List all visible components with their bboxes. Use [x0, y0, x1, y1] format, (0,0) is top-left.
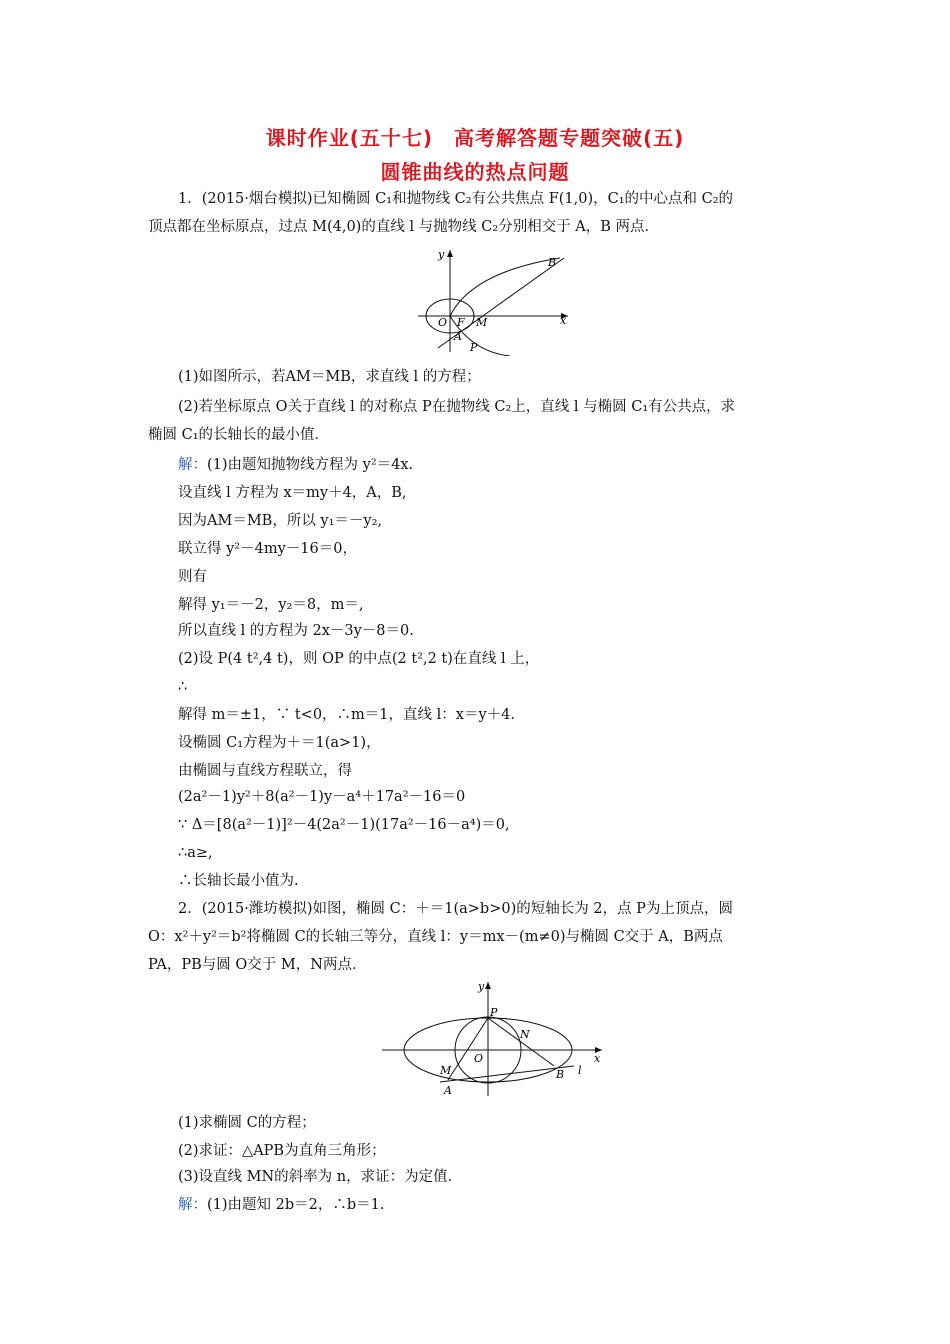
fig1-label-O: O: [438, 316, 448, 329]
solution-line: 解得 y₁＝－2，y₂＝8，m＝,: [178, 597, 364, 613]
fig2-label-x: x: [594, 1052, 601, 1065]
problem2-line: O：x²＋y²＝b²将椭圆 C的长轴三等分，直线 l：y＝mx－(m≠0)与椭圆 C交于 A，B两点: [148, 929, 723, 945]
fig2-label-A: A: [444, 1084, 452, 1097]
fig1-label-B: B: [548, 256, 557, 269]
problem2-line: PA，PB与圆 O交于 M，N两点．: [148, 957, 367, 973]
solution-line: 由椭圆与直线方程联立，得: [178, 763, 352, 779]
page-subtitle: 圆锥曲线的热点问题: [380, 160, 570, 184]
solution-line: 所以直线 l 的方程为 2x－3y－8＝0.: [178, 623, 414, 639]
solution-text: (1)由题知抛物线方程为 y²＝4x.: [207, 457, 414, 473]
solution-line: ∴: [178, 679, 188, 695]
fig2-label-B: B: [556, 1068, 565, 1081]
fig2-label-M: M: [440, 1064, 452, 1077]
solution1-first-line: [178, 454, 838, 476]
solution-line: (2a²－1)y²＋8(a²－1)y－a⁴＋17a²－16＝0: [178, 789, 466, 805]
solution-line: 因为AM＝MB，所以 y₁＝－y₂,: [178, 513, 383, 529]
fig1-label-P: P: [470, 341, 478, 354]
fig2-label-O: O: [474, 1052, 484, 1065]
fig1-label-y: y: [438, 248, 445, 261]
solution-line: ∴a≥,: [178, 845, 213, 861]
solution-line: (2)设 P(4 t²,4 t)，则 OP 的中点(2 t²,2 t)在直线 l 上，: [178, 651, 540, 667]
page-title: 课时作业(五十七) 高考解答题专题突破(五): [265, 126, 685, 150]
problem2-line: 2．(2015·潍坊模拟)如图，椭圆 C：＋＝1(a>b>0)的短轴长为 2，点 P为上顶点，圆: [178, 901, 733, 917]
solution-text: (1)由题知 2b＝2，∴b＝1.: [207, 1197, 385, 1213]
question-line: (1)如图所示，若AM＝MB，求直线 l 的方程；: [178, 369, 481, 385]
fig2-label-y: y: [478, 980, 485, 993]
solution-line: 设椭圆 C₁方程为＋＝1(a>1)，: [178, 735, 381, 751]
solution2-first-line: [178, 1194, 838, 1216]
question-line: (1)求椭圆 C的方程；: [178, 1115, 316, 1131]
fig2-label-l: l: [578, 1064, 582, 1077]
solution-line: 设直线 l 方程为 x＝my＋4，A，B,: [178, 485, 407, 501]
question-line: (2)求证：△APB为直角三角形；: [178, 1143, 386, 1159]
fig1-label-M: M: [476, 316, 488, 329]
fig2-label-N: N: [520, 1028, 530, 1041]
solution-label: 解：: [178, 1197, 207, 1213]
problem1-line: 1．(2015·烟台模拟)已知椭圆 C₁和抛物线 C₂有公共焦点 F(1,0)，C₁的中心点和 C₂的: [178, 191, 734, 207]
fig1-label-F: F: [457, 316, 465, 329]
solution-label: 解：: [178, 457, 207, 473]
solution-line: 联立得 y²－4my－16＝0，: [178, 541, 357, 557]
solution-line: ∴长轴长最小值为.: [178, 873, 299, 889]
fig1-label-A: A: [454, 330, 462, 343]
question-line: (2)若坐标原点 O关于直线 l 的对称点 P在抛物线 C₂上，直线 l 与椭圆 C₁有公共点，求: [178, 399, 736, 415]
figure-ellipse-circle: [378, 976, 608, 1100]
problem1-line: 顶点都在坐标原点，过点 M(4,0)的直线 l 与抛物线 C₂分别相交于 A，B 两点．: [148, 219, 660, 235]
question-line: (3)设直线 MN的斜率为 n，求证：为定值．: [178, 1169, 463, 1185]
solution-line: ∵ Δ＝[8(a²－1)]²－4(2a²－1)(17a²－16－a⁴)＝0,: [178, 817, 510, 833]
solution-line: 解得 m＝±1，∵ t<0，∴m＝1，直线 l：x＝y＋4.: [178, 707, 515, 723]
fig1-label-x: x: [560, 314, 567, 327]
figure-parabola-ellipse: [410, 244, 580, 356]
question-line: 椭圆 C₁的长轴长的最小值．: [148, 427, 330, 443]
fig2-label-P: P: [490, 1006, 498, 1019]
solution-line: 则有: [178, 569, 207, 585]
